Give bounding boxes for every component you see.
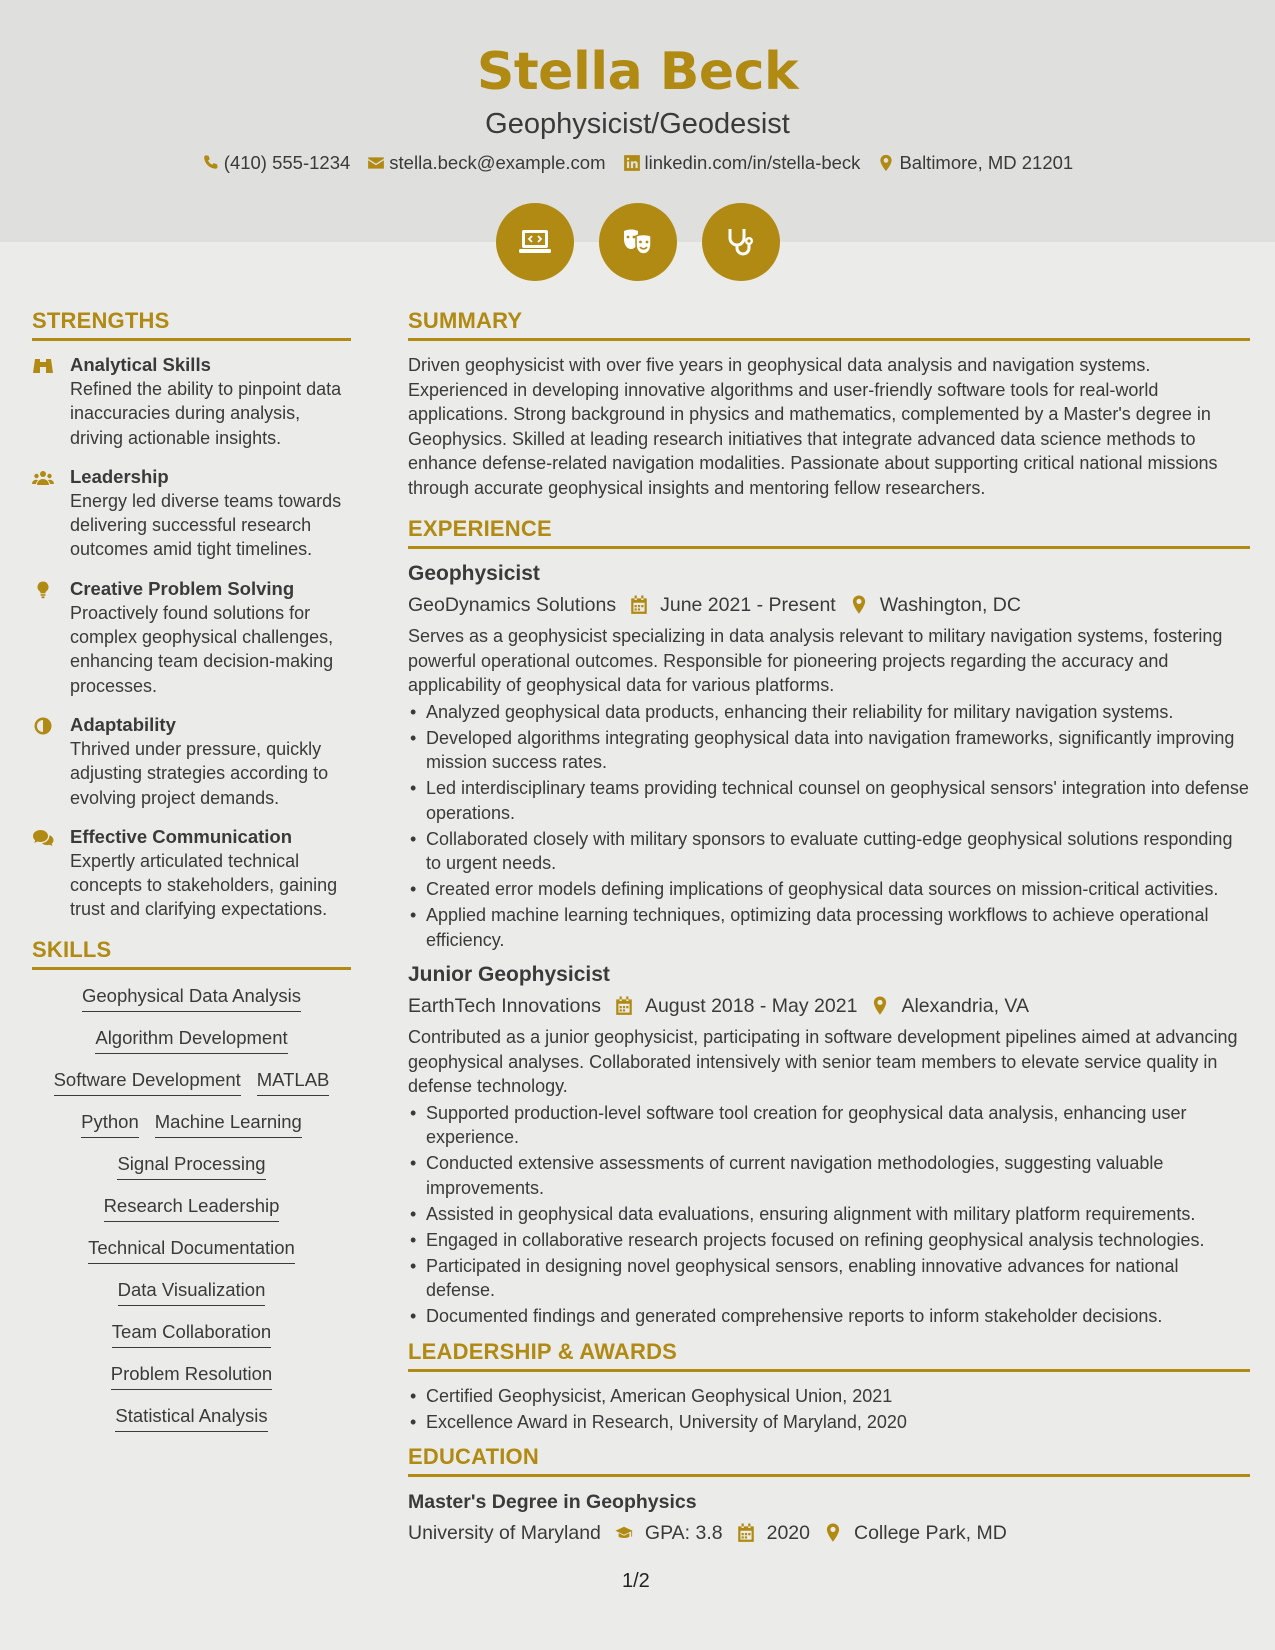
calendar-icon bbox=[615, 996, 633, 1016]
right-column bbox=[408, 308, 1250, 1552]
contact-email-text: stella.beck@example.com bbox=[389, 152, 606, 173]
strength-item bbox=[32, 353, 351, 450]
job-entry bbox=[408, 962, 1250, 1329]
strength-desc: Proactively found solutions for complex geophysical challenges, enhancing team decision-making processes. bbox=[70, 602, 334, 696]
skill-tag: Problem Resolution bbox=[111, 1362, 272, 1390]
skill-tag: Research Leadership bbox=[104, 1194, 280, 1222]
job-description: Serves as a geophysicist specializing in data analysis relevant to military navigation systems, fostering powerful operational outcomes. Responsible for pioneering projects regarding the accuracy and applicability of geophysical data for various platforms. bbox=[408, 626, 1223, 695]
list-item: • Created error models defining implications of geophysical data sources on mission-critical activities. bbox=[408, 877, 1250, 902]
list-item: • Participated in designing novel geophysical sensors, enabling innovative advances for national defense. bbox=[408, 1254, 1250, 1303]
strength-item bbox=[32, 825, 351, 922]
contact-phone[interactable] bbox=[202, 152, 351, 174]
interest-badges bbox=[0, 203, 1275, 281]
experience-heading: EXPERIENCE bbox=[408, 516, 1250, 549]
list-item: • Collaborated closely with military sponsors to evaluate cutting-edge geophysical solutions responding to urgent needs. bbox=[408, 827, 1250, 876]
location-icon bbox=[871, 996, 889, 1016]
page-number: 1/2 bbox=[622, 1570, 650, 1592]
awards-list bbox=[408, 1384, 1250, 1435]
skills-list bbox=[32, 982, 351, 1432]
list-item: • Conducted extensive assessments of current navigation methodologies, suggesting valuable improvements. bbox=[408, 1151, 1250, 1200]
job-location: Alexandria, VA bbox=[901, 995, 1029, 1017]
list-item: • Developed algorithms integrating geophysical data into navigation frameworks, significantly improving mission success rates. bbox=[408, 726, 1250, 775]
list-item: • Supported production-level software tool creation for geophysical data analysis, enhancing user experience. bbox=[408, 1101, 1250, 1150]
list-item: • Analyzed geophysical data products, enhancing their reliability for military navigation systems. bbox=[408, 700, 1250, 725]
users-icon bbox=[32, 469, 54, 487]
job-company: EarthTech Innovations bbox=[408, 995, 601, 1017]
job-meta bbox=[408, 992, 1250, 1020]
list-item: • Applied machine learning techniques, optimizing data processing workflows to achieve operational efficiency. bbox=[408, 903, 1250, 952]
strength-item bbox=[32, 713, 351, 810]
education-heading: EDUCATION bbox=[408, 1444, 1250, 1477]
theater-masks-icon bbox=[618, 222, 658, 262]
candidate-name: Stella Beck bbox=[476, 42, 799, 102]
email-icon bbox=[367, 154, 385, 172]
job-title: Junior Geophysicist bbox=[408, 963, 610, 986]
comments-icon bbox=[32, 829, 54, 847]
job-title: Geophysicist bbox=[408, 562, 540, 585]
lightbulb-icon bbox=[32, 581, 54, 599]
badge-stethoscope bbox=[702, 203, 780, 281]
skill-tag: Python bbox=[81, 1110, 139, 1138]
summary-text: Driven geophysicist with over five years in geophysical data analysis and navigation systems. Experienced in developing innovative algorithms and user-friendly software tools for real-world applications. Strong background in physics and mathematics, complemented by a Master's degree in Geophysics. Skilled at leading research initiatives that integrate advanced data science methods to enhance defense-related navigation modalities. Passionate about supporting critical national missions through accurate geophysical insights and mentoring fellow researchers. bbox=[408, 355, 1218, 498]
candidate-title: Geophysicist/Geodesist bbox=[485, 108, 790, 140]
left-column bbox=[32, 308, 351, 1432]
gpa: GPA: 3.8 bbox=[644, 1522, 723, 1544]
skill-tag: Statistical Analysis bbox=[115, 1404, 267, 1432]
list-item: • Led interdisciplinary teams providing technical counsel on geophysical sensors' integration into defense operations. bbox=[408, 776, 1250, 825]
job-dates: June 2021 - Present bbox=[660, 594, 836, 616]
school-location: College Park, MD bbox=[853, 1522, 1007, 1544]
skill-tag: Technical Documentation bbox=[88, 1236, 295, 1264]
strength-desc: Expertly articulated technical concepts to stakeholders, gaining trust and clarifying expectations. bbox=[70, 850, 338, 920]
graduation-year: 2020 bbox=[766, 1522, 810, 1544]
job-bullets bbox=[408, 1101, 1250, 1329]
awards-heading: LEADERSHIP & AWARDS bbox=[408, 1339, 1250, 1372]
phone-icon bbox=[202, 154, 220, 172]
badge-laptop bbox=[496, 203, 574, 281]
list-item: • Documented findings and generated comprehensive reports to inform stakeholder decisions. bbox=[408, 1304, 1250, 1329]
job-entry bbox=[408, 561, 1250, 952]
graduation-cap-icon bbox=[615, 1523, 633, 1543]
strength-desc: Energy led diverse teams towards delivering successful research outcomes amid tight timelines. bbox=[70, 490, 342, 560]
list-item: • Assisted in geophysical data evaluations, ensuring alignment with military platform requirements. bbox=[408, 1202, 1250, 1227]
contact-email[interactable] bbox=[367, 152, 605, 174]
calendar-icon bbox=[737, 1523, 755, 1543]
contact-phone-text: (410) 555-1234 bbox=[223, 152, 351, 173]
skill-tag: Team Collaboration bbox=[112, 1320, 271, 1348]
summary-heading: SUMMARY bbox=[408, 308, 1250, 341]
degree-title: Master's Degree in Geophysics bbox=[408, 1491, 697, 1513]
contact-location-text: Baltimore, MD 21201 bbox=[899, 152, 1074, 173]
job-meta bbox=[408, 591, 1250, 619]
skill-tag: Signal Processing bbox=[117, 1152, 265, 1180]
strength-item bbox=[32, 465, 351, 562]
strength-desc: Thrived under pressure, quickly adjusting strategies according to evolving project demands. bbox=[70, 738, 329, 808]
badge-masks bbox=[599, 203, 677, 281]
education-meta bbox=[408, 1519, 1250, 1547]
strengths-heading: STRENGTHS bbox=[32, 308, 351, 341]
skill-tag: Geophysical Data Analysis bbox=[82, 984, 301, 1012]
skill-tag: Software Development bbox=[54, 1068, 241, 1096]
job-bullets bbox=[408, 700, 1250, 953]
stethoscope-icon bbox=[721, 222, 761, 262]
skill-tag: Machine Learning bbox=[155, 1110, 302, 1138]
laptop-code-icon bbox=[515, 222, 555, 262]
job-company: GeoDynamics Solutions bbox=[408, 594, 617, 616]
skill-tag: Data Visualization bbox=[118, 1278, 266, 1306]
school-name: University of Maryland bbox=[408, 1522, 601, 1544]
strength-title: Adaptability bbox=[70, 713, 176, 735]
job-location: Washington, DC bbox=[879, 594, 1021, 616]
adjust-icon bbox=[32, 717, 54, 735]
binoculars-icon bbox=[32, 357, 54, 375]
strength-desc: Refined the ability to pinpoint data inaccuracies during analysis, driving actionable insights. bbox=[70, 379, 342, 448]
list-item: • Excellence Award in Research, University of Maryland, 2020 bbox=[408, 1410, 1250, 1435]
skill-tag: MATLAB bbox=[257, 1068, 330, 1096]
linkedin-icon bbox=[623, 154, 641, 172]
skills-heading: SKILLS bbox=[32, 937, 351, 970]
calendar-icon bbox=[630, 595, 648, 615]
location-icon bbox=[877, 154, 895, 172]
strength-title: Analytical Skills bbox=[70, 354, 211, 375]
job-dates: August 2018 - May 2021 bbox=[644, 995, 858, 1017]
location-icon bbox=[824, 1523, 842, 1543]
contact-bar bbox=[0, 152, 1275, 174]
strength-item bbox=[32, 577, 351, 698]
contact-location bbox=[877, 152, 1073, 174]
location-icon bbox=[850, 595, 868, 615]
strength-title: Creative Problem Solving bbox=[70, 577, 295, 599]
strength-title: Leadership bbox=[70, 465, 169, 487]
job-description: Contributed as a junior geophysicist, participating in software development pipelines aimed at advancing geophysical analyses. Collaborated intensively with senior team members to elevate service quality in defense technology. bbox=[408, 1027, 1238, 1096]
skill-tag: Algorithm Development bbox=[95, 1026, 287, 1054]
contact-linkedin-text: linkedin.com/in/stella-beck bbox=[644, 152, 861, 173]
list-item: • Certified Geophysicist, American Geophysical Union, 2021 bbox=[408, 1384, 1250, 1409]
list-item: • Engaged in collaborative research projects focused on refining geophysical analysis technologies. bbox=[408, 1228, 1250, 1253]
strength-title: Effective Communication bbox=[70, 825, 293, 847]
contact-linkedin[interactable] bbox=[623, 152, 861, 174]
